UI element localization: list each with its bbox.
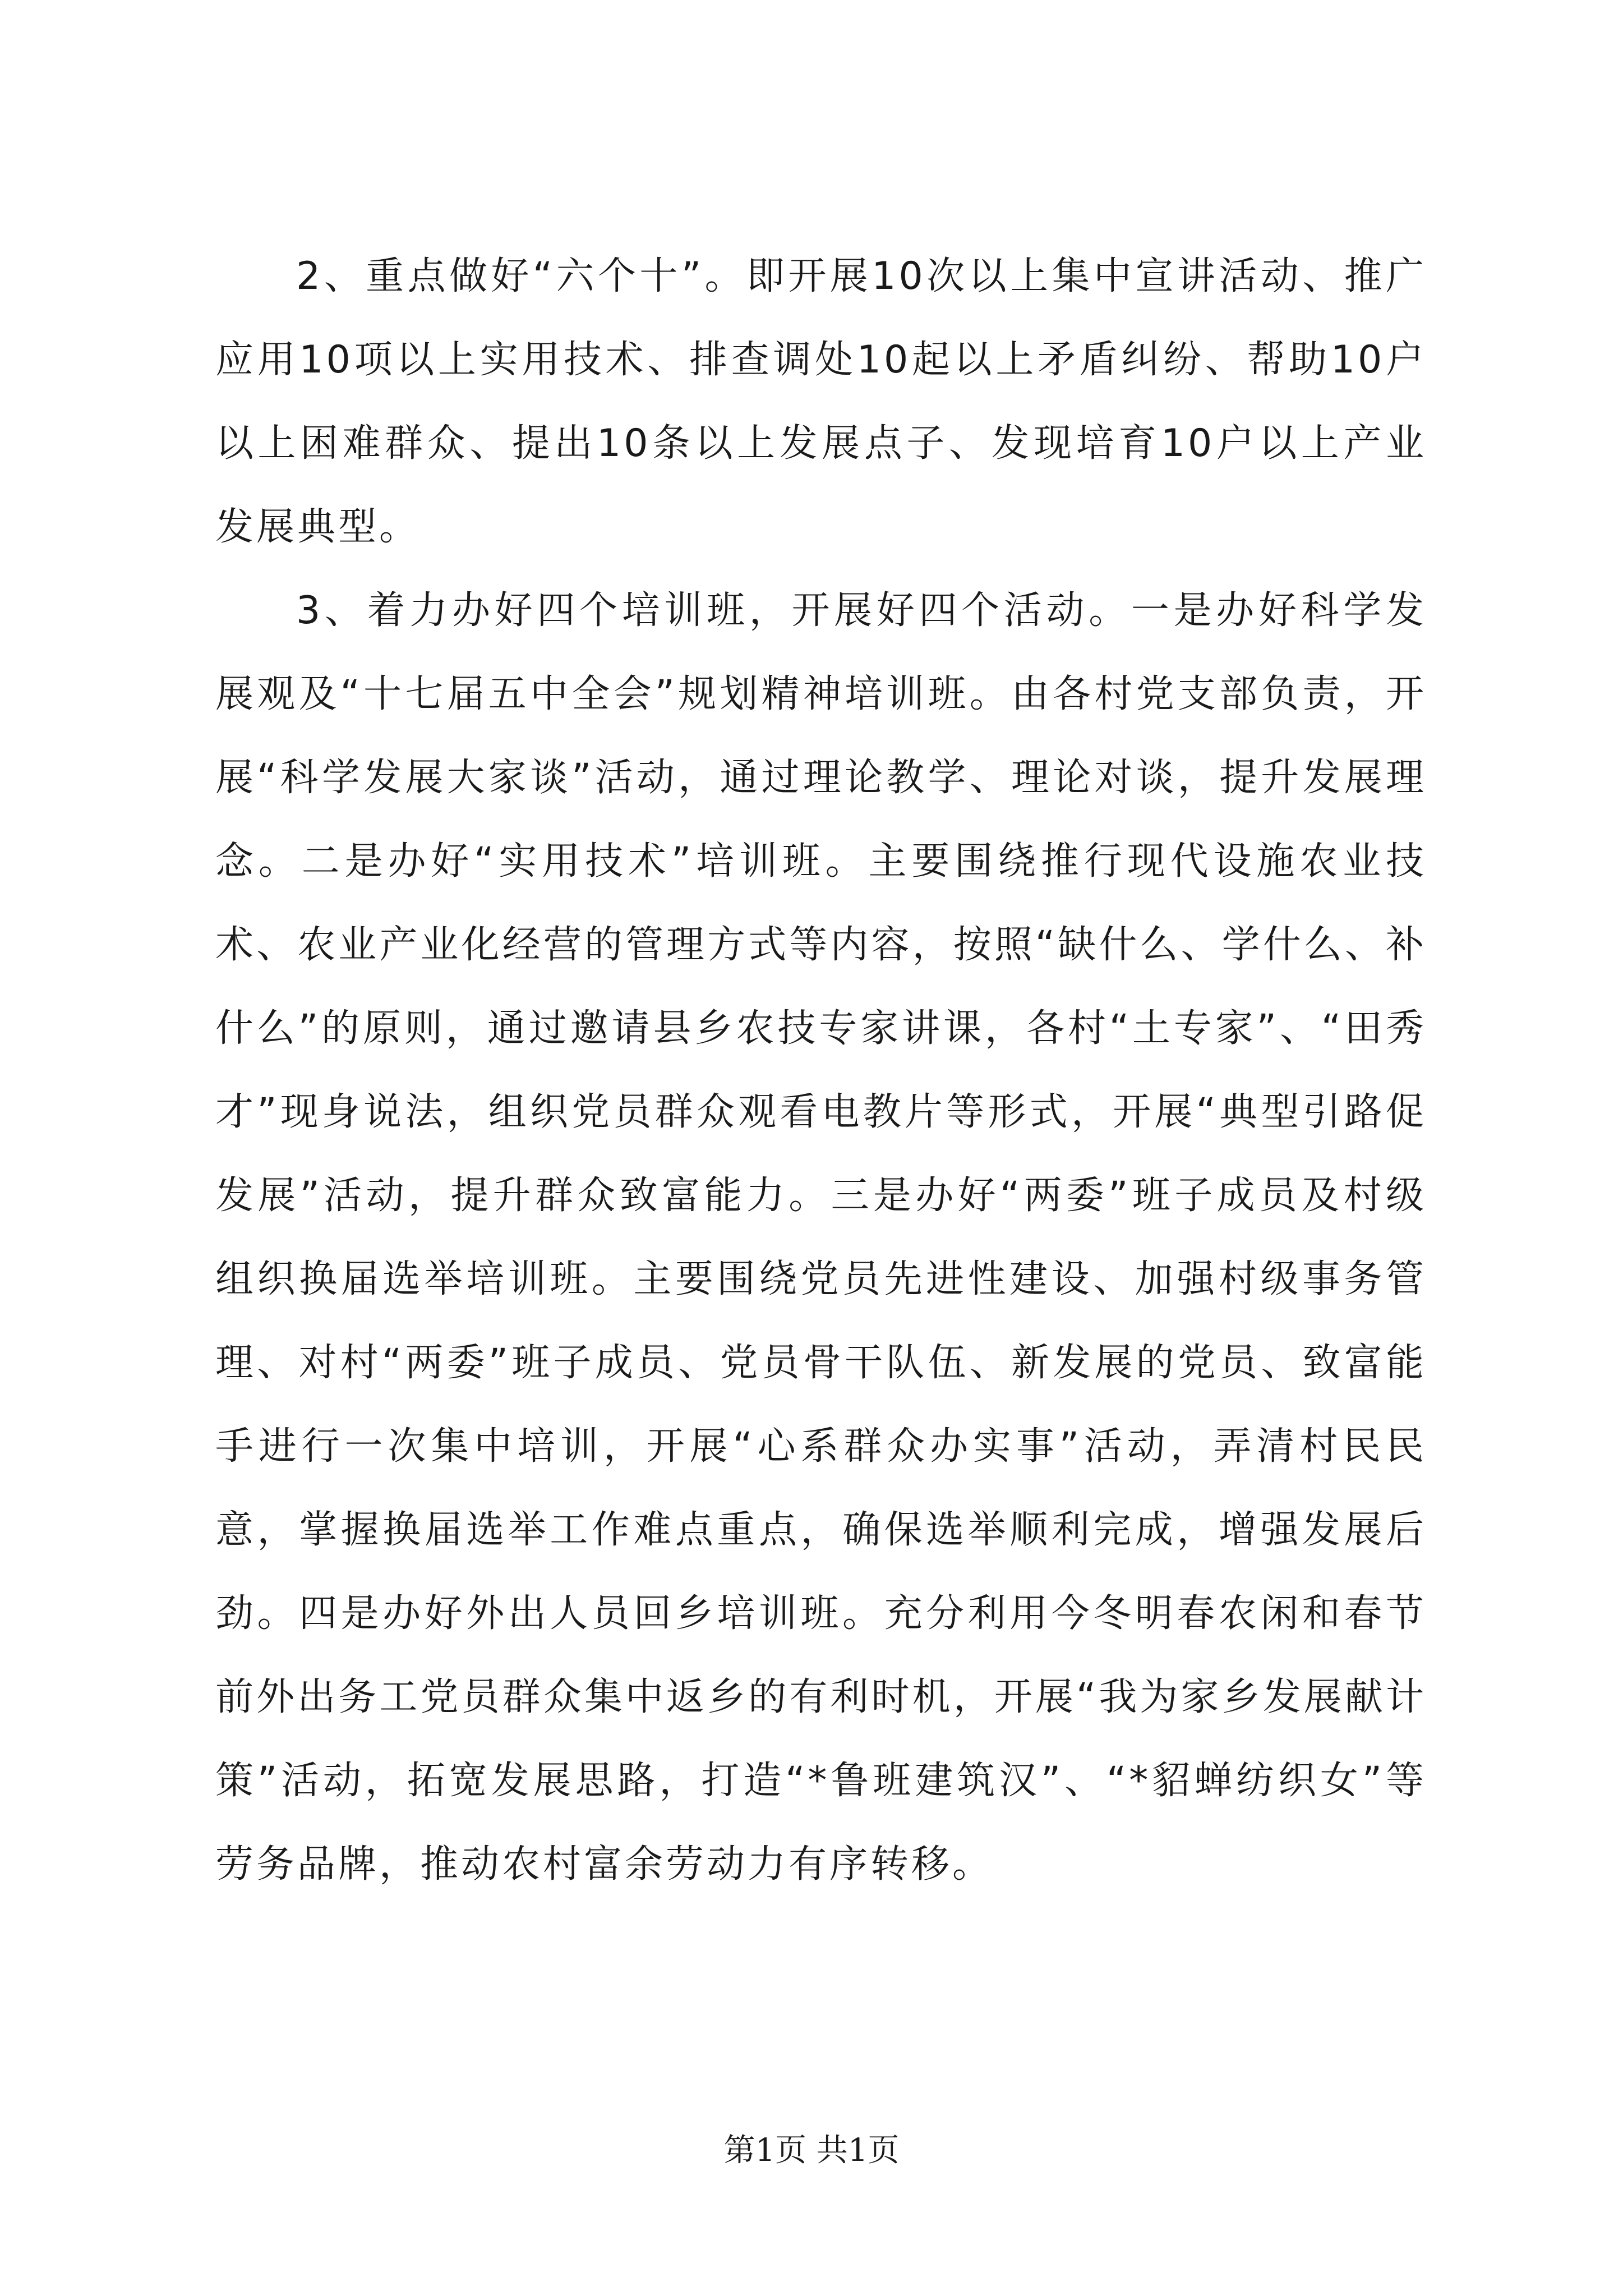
paragraph-training-classes: 3、着力办好四个培训班，开展好四个活动。一是办好科学发展观及“十七届五中全会”规划精神培训班。由各村党支部负责，开展“科学发展大家谈”活动，通过理论教学、理论对谈，提升发展理念。二是办好“实用技术”培训班。主要围绕推行现代设施农业技术、农业产业化经营的管理方式等内容，按照“缺什么、学什么、补什么”的原则，通过邀请县乡农技专家讲课，各村“土专家”、“田秀才”现身说法，组织党员群众观看电教片等形式，开展“典型引路促发展”活动，提升群众致富能力。三是办好“两委”班子成员及村级组织换届选举培训班。主要围绕党员先进性建设、加强村级事务管理、对村“两委”班子成员、党员骨干队伍、新发展的党员、致富能手进行一次集中培训，开展“心系群众办实事”活动，弄清村民民意，掌握换届选举工作难点重点，确保选举顺利完成，增强发展后劲。四是办好外出人员回乡培训班。充分利用今冬明春农闲和春节前外出务工党员群众集中返乡的有利时机，开展“我为家乡发展献计策”活动，拓宽发展思路，打造“*鲁班建筑汉”、“*貂蝉纺织女”等劳务品牌，推动农村富余劳动力有序转移。 (215, 588, 1427, 1887)
paragraph-six-tens: 2、重点做好“六个十”。即开展10次以上集中宣讲活动、推广应用10项以上实用技术、排查调处10起以上矛盾纠纷、帮助10户以上困难群众、提出10条以上发展点子、发现培育10户以上产业发展典型。 (215, 254, 1427, 549)
document-body (215, 234, 1427, 1906)
page-footer: 第1页 共1页 (723, 2132, 900, 2169)
